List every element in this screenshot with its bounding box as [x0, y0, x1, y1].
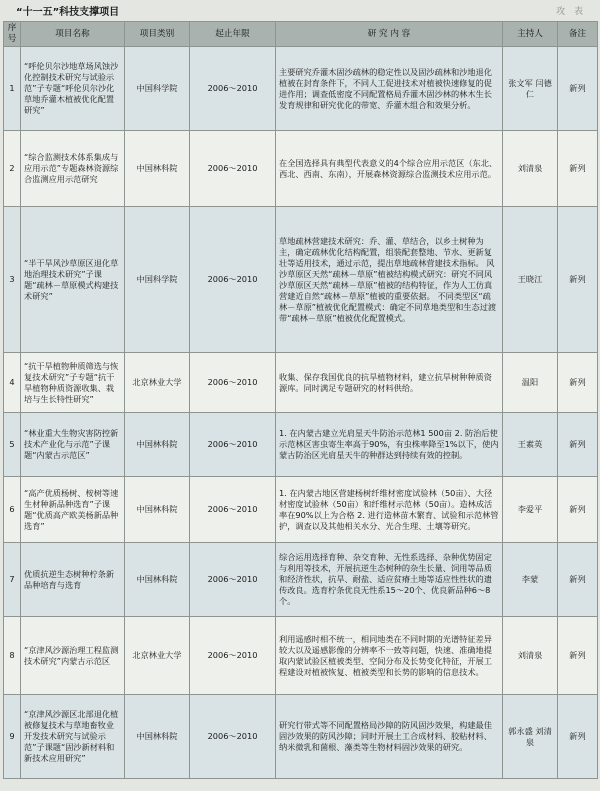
- cell-content: 草地疏林营建技术研究：乔、灌、草结合，以乡土树种为主，确定疏林优化结构配置，组装配套整地、节水、更新复壮等适用技术，通过示范，提出草地疏林营建技术指标。 风沙草原区天然“疏林－草原”植被结构模式研究：研究不同风沙草原区天然“疏林－草原”植被的结构特征，作为人工仿真营建近自然“疏林－草原”植被的重要依据。 不同类型区“疏林－草原”植被优化配置模式：确定不同草地类型和生态过渡带“疏林－草原”植被优化配置模式。: [276, 207, 503, 353]
- cell-name: “高产优质杨树、桉树等速生材种新品种选育”子课题“优质高产欧美杨新品种选育”: [21, 477, 125, 543]
- table-row: [4, 131, 598, 207]
- col-header-no: 序号: [4, 22, 21, 47]
- cell-years: 2006～2010: [190, 47, 276, 131]
- cell-name: “综合监测技术体系集成与应用示范”专题森林资源综合监测应用示范研究: [21, 131, 125, 207]
- cell-no: 7: [4, 543, 21, 617]
- col-header-content: 研 究 内 容: [276, 22, 503, 47]
- cell-category: 中国林科院: [125, 131, 190, 207]
- table-row: [4, 477, 598, 543]
- cell-note: 新列: [558, 47, 598, 131]
- cell-content: 收集、保存我国优良的抗旱植物材料，建立抗旱树种种质资源库。同时满足专题研究的材料供给。: [276, 353, 503, 413]
- table-row: [4, 353, 598, 413]
- cell-category: 中国科学院: [125, 47, 190, 131]
- cell-note: 新列: [558, 617, 598, 695]
- cell-name: “林业重大生物灾害防控新技术产业化与示范”子课题“内蒙古示范区”: [21, 413, 125, 477]
- cell-leader: 温阳: [503, 353, 558, 413]
- table-row: [4, 413, 598, 477]
- cell-leader: 刘清泉: [503, 131, 558, 207]
- col-header-years: 起止年限: [190, 22, 276, 47]
- cell-leader: 王素英: [503, 413, 558, 477]
- table-row: [4, 617, 598, 695]
- cell-years: 2006～2010: [190, 695, 276, 779]
- cell-content: 主要研究乔灌木固沙疏林的稳定性以及固沙疏林和沙地退化植被在封育条件下，不同人工促进技术对植被快速修复的促进作用；调查低密度不同配置格局乔灌木固沙林的林木生长发育规律和研究优化的带宽、乔灌木组合和效果分析。: [276, 47, 503, 131]
- cell-content: 1. 在内蒙古地区营建杨树纤维材密度试验林（50亩）、大径材密度试验林（50亩）和纤维材示范林（50亩）。造林成活率在90%以上为合格 2. 进行造林苗木繁育、试验和示范林管护，调查以及其他相关水分、光合生理、土壤等研究。: [276, 477, 503, 543]
- cell-category: 中国林科院: [125, 477, 190, 543]
- cell-note: 新列: [558, 131, 598, 207]
- cell-leader: 李爱平: [503, 477, 558, 543]
- table-row: [4, 695, 598, 779]
- cell-leader: 郭永盛 刘清泉: [503, 695, 558, 779]
- cell-no: 9: [4, 695, 21, 779]
- cell-years: 2006～2010: [190, 353, 276, 413]
- col-header-category: 项目类别: [125, 22, 190, 47]
- col-header-name: 项目名称: [21, 22, 125, 47]
- cell-content: 研究行带式等不同配置格局沙障的防风固沙效果，构建最佳固沙效果的防风沙障；同时开展土工合成材料、胶粘材料、纳米微乳和菌根、藻类等生物材料固沙效果的研究。: [276, 695, 503, 779]
- col-header-note: 备注: [558, 22, 598, 47]
- cell-leader: 张文军 闫德仁: [503, 47, 558, 131]
- cell-category: 中国林科院: [125, 543, 190, 617]
- cell-leader: 刘清泉: [503, 617, 558, 695]
- cell-content: 利用遥感时相不统一，相同地类在不同时期的光谱特征差异较大以及遥感影像的分辨率不一致等问题，快速、准确地提取内蒙试验区植被类型、空间分布及长势变化特征，开展工程建设对植被恢复、植被类型和长势的影响的信息技术。: [276, 617, 503, 695]
- header-strip: [0, 0, 600, 20]
- cell-no: 8: [4, 617, 21, 695]
- cell-years: 2006～2010: [190, 131, 276, 207]
- cell-name: “半干旱风沙草原区退化草地治理技术研究”子课题“疏林－草原模式构建技术研究”: [21, 207, 125, 353]
- cell-no: 2: [4, 131, 21, 207]
- col-header-leader: 主持人: [503, 22, 558, 47]
- cell-note: 新列: [558, 543, 598, 617]
- cell-years: 2006～2010: [190, 543, 276, 617]
- cell-name: “呼伦贝尔沙地草场风蚀沙化控制技术研究与试验示范”子专题“呼伦贝尔沙化草地乔灌木植被优化配置研究”: [21, 47, 125, 131]
- cell-content: 在全国选择具有典型代表意义的4个综合应用示范区（东北、西北、西南、东南），开展森林资源综合监测技术应用示范。: [276, 131, 503, 207]
- cell-name: “京津风沙源区北部退化植被修复技术与草地畜牧业开发技术研究与试验示范”子课题“固沙新材料和新技术应用研究”: [21, 695, 125, 779]
- table-row: [4, 47, 598, 131]
- table-row: [4, 543, 598, 617]
- cell-note: 新列: [558, 353, 598, 413]
- table-header-row: [4, 22, 598, 47]
- cell-note: 新列: [558, 695, 598, 779]
- header-mark: 攻 表: [556, 6, 586, 17]
- cell-note: 新列: [558, 477, 598, 543]
- project-table: [3, 21, 598, 779]
- cell-leader: 王晓江: [503, 207, 558, 353]
- cell-category: 中国林科院: [125, 695, 190, 779]
- table-row: [4, 207, 598, 353]
- cell-name: “抗干旱植物种质筛选与恢复技术研究”子专题“抗干旱植物种质资源收集、栽培与生长特性研究”: [21, 353, 125, 413]
- cell-name: “京津风沙源治理工程监测技术研究”内蒙古示范区: [21, 617, 125, 695]
- cell-content: 1. 在内蒙古建立光肩星天牛防治示范林1 500亩 2. 防治后使示范林区害虫寄生率高于90%，有虫株率降至1%以下，使内蒙古防治区光肩星天牛的种群达到持续有效的控制。: [276, 413, 503, 477]
- cell-no: 4: [4, 353, 21, 413]
- cell-category: 北京林业大学: [125, 617, 190, 695]
- cell-years: 2006～2010: [190, 207, 276, 353]
- cell-no: 6: [4, 477, 21, 543]
- cell-note: 新列: [558, 413, 598, 477]
- cell-category: 北京林业大学: [125, 353, 190, 413]
- cell-years: 2006～2010: [190, 477, 276, 543]
- cell-years: 2006～2010: [190, 413, 276, 477]
- cell-no: 3: [4, 207, 21, 353]
- cell-years: 2006～2010: [190, 617, 276, 695]
- cell-note: 新列: [558, 207, 598, 353]
- page-title: “十一五”科技支撑项目: [16, 6, 120, 18]
- cell-no: 1: [4, 47, 21, 131]
- cell-leader: 李蒙: [503, 543, 558, 617]
- cell-category: 中国林科院: [125, 413, 190, 477]
- cell-name: 优质抗逆生态树种柠条新品种培育与选育: [21, 543, 125, 617]
- cell-content: 综合运用选择育种、杂交育种、无性系选择、杂种优势固定与利用等技术，开展抗逆生态树种的杂生长量、饲用等品质和经济性状，抗旱、耐盐、适应贫瘠土地等适应性性状的遗传改良。选育柠条优良无性系15～20个、优良新品种6～8个。: [276, 543, 503, 617]
- cell-no: 5: [4, 413, 21, 477]
- cell-category: 中国科学院: [125, 207, 190, 353]
